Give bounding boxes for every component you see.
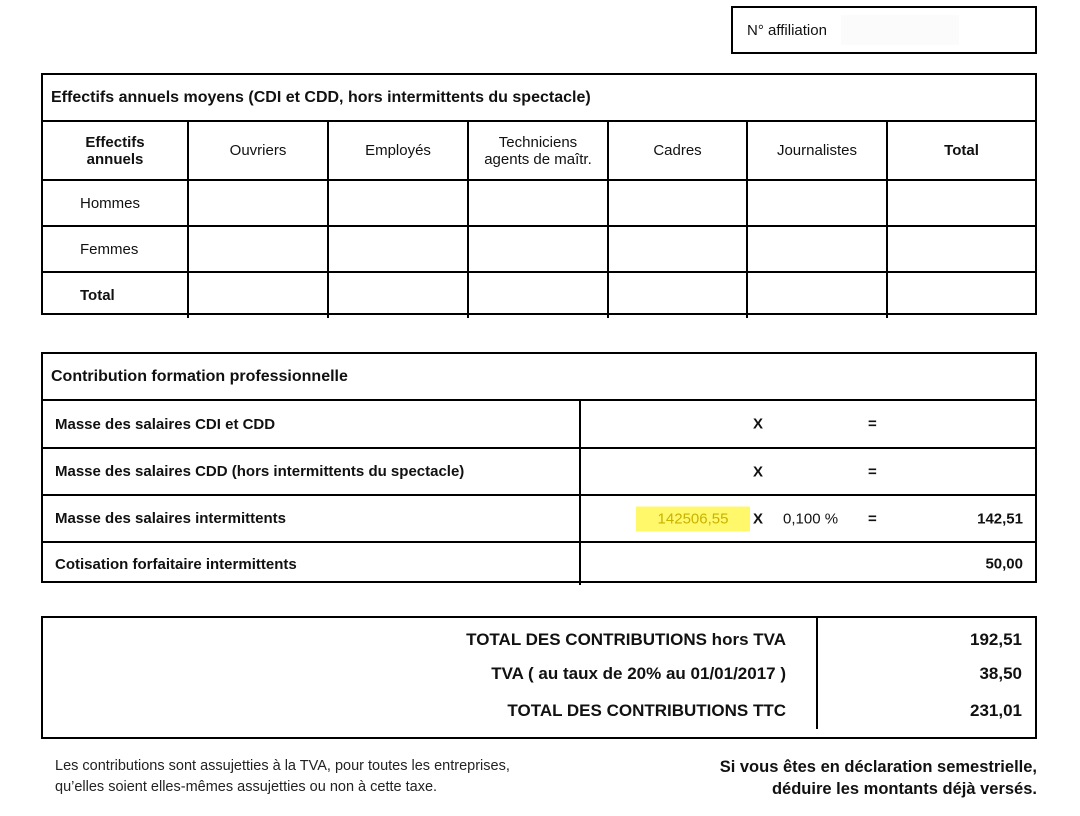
effectifs-table: [43, 122, 1035, 318]
equals-sign: =: [868, 463, 877, 480]
effectifs-header-row: [43, 122, 1035, 180]
header-cadres: Cadres: [608, 122, 747, 180]
row-label: Masse des salaires CDI et CDD: [43, 401, 580, 448]
table-row: [43, 401, 1035, 448]
calc-cell: [580, 401, 1035, 448]
table-cell[interactable]: [328, 272, 468, 318]
table-row: [43, 448, 1035, 495]
affiliation-value-field[interactable]: [841, 15, 959, 45]
table-cell[interactable]: [747, 226, 887, 272]
equals-sign: =: [868, 510, 877, 527]
table-row-total: [43, 272, 1035, 318]
row-label: Masse des salaires intermittents: [43, 495, 580, 542]
row-label: Femmes: [43, 226, 188, 272]
row-label: Total: [43, 272, 188, 318]
header-journalistes: Journalistes: [747, 122, 887, 180]
tva-note: [55, 756, 510, 798]
total-row-ht: [43, 618, 1035, 655]
table-cell[interactable]: [608, 272, 747, 318]
table-cell[interactable]: [188, 226, 328, 272]
header-total: Total: [887, 122, 1035, 180]
amount-value: 50,00: [985, 555, 1023, 573]
calc-cell: [580, 542, 1035, 585]
semestrial-note: [720, 756, 1037, 800]
calc-cell: [580, 448, 1035, 495]
row-label: Cotisation forfaitaire intermittents: [43, 542, 580, 585]
multiply-sign: X: [753, 415, 764, 433]
total-row-tva: [43, 655, 1035, 692]
total-label: TVA ( au taux de 20% au 01/01/2017 ): [43, 655, 817, 692]
header-employes: Employés: [328, 122, 468, 180]
note-line: déduire les montants déjà versés.: [771, 780, 1037, 798]
table-cell[interactable]: [328, 226, 468, 272]
contribution-table: [43, 401, 1035, 585]
totals-section: [41, 616, 1037, 739]
contribution-title: Contribution formation professionnelle: [43, 354, 1035, 401]
table-row: [43, 542, 1035, 585]
note-line: Les contributions sont assujetties à la TVA, pour toutes les entreprises,: [55, 758, 510, 774]
header-effectifs-annuels: [43, 122, 188, 180]
highlighted-base-value[interactable]: 142506,55: [636, 506, 750, 531]
row-label: Hommes: [43, 180, 188, 226]
total-row-ttc: [43, 692, 1035, 729]
effectifs-title: Effectifs annuels moyens (CDI et CDD, hors intermittents du spectacle): [43, 75, 1035, 122]
total-amount: 231,01: [970, 700, 1022, 720]
total-amount: 38,50: [979, 663, 1022, 683]
table-cell[interactable]: [608, 180, 747, 226]
contribution-section: [41, 352, 1037, 583]
table-cell[interactable]: [468, 180, 608, 226]
table-cell[interactable]: [747, 272, 887, 318]
table-cell[interactable]: [188, 180, 328, 226]
table-cell[interactable]: [887, 180, 1035, 226]
table-cell[interactable]: [188, 272, 328, 318]
note-line: qu’elles soient elles-mêmes assujetties ou non à cette taxe.: [55, 779, 438, 795]
multiply-sign: X: [753, 510, 764, 527]
rate-value: 0,100 %: [783, 510, 839, 527]
header-line: Techniciens: [498, 133, 578, 151]
header-line: agents de maîtr.: [484, 150, 592, 168]
affiliation-box: [731, 6, 1037, 54]
total-amount: 192,51: [970, 629, 1022, 649]
table-cell[interactable]: [887, 226, 1035, 272]
table-cell[interactable]: [887, 272, 1035, 318]
table-cell[interactable]: [468, 226, 608, 272]
table-cell[interactable]: [608, 226, 747, 272]
effectifs-section: [41, 73, 1037, 315]
header-ouvriers: Ouvriers: [188, 122, 328, 180]
table-row-femmes: [43, 226, 1035, 272]
table-cell[interactable]: [468, 272, 608, 318]
totals-table: [43, 618, 1035, 729]
note-line: Si vous êtes en déclaration semestrielle,: [719, 758, 1037, 776]
amount-value: 142,51: [977, 510, 1023, 527]
equals-sign: =: [868, 415, 877, 433]
table-cell[interactable]: [328, 180, 468, 226]
total-label: TOTAL DES CONTRIBUTIONS hors TVA: [43, 618, 817, 655]
affiliation-label: N° affiliation: [747, 21, 827, 39]
header-line: annuels: [86, 150, 144, 168]
table-cell[interactable]: [747, 180, 887, 226]
header-techniciens: [468, 122, 608, 180]
row-label: Masse des salaires CDD (hors intermittents du spectacle): [43, 448, 580, 495]
header-line: Effectifs: [85, 133, 145, 151]
multiply-sign: X: [753, 463, 764, 480]
calc-cell: [580, 495, 1035, 542]
total-label: TOTAL DES CONTRIBUTIONS TTC: [43, 692, 817, 729]
table-row-hommes: [43, 180, 1035, 226]
table-row: [43, 495, 1035, 542]
